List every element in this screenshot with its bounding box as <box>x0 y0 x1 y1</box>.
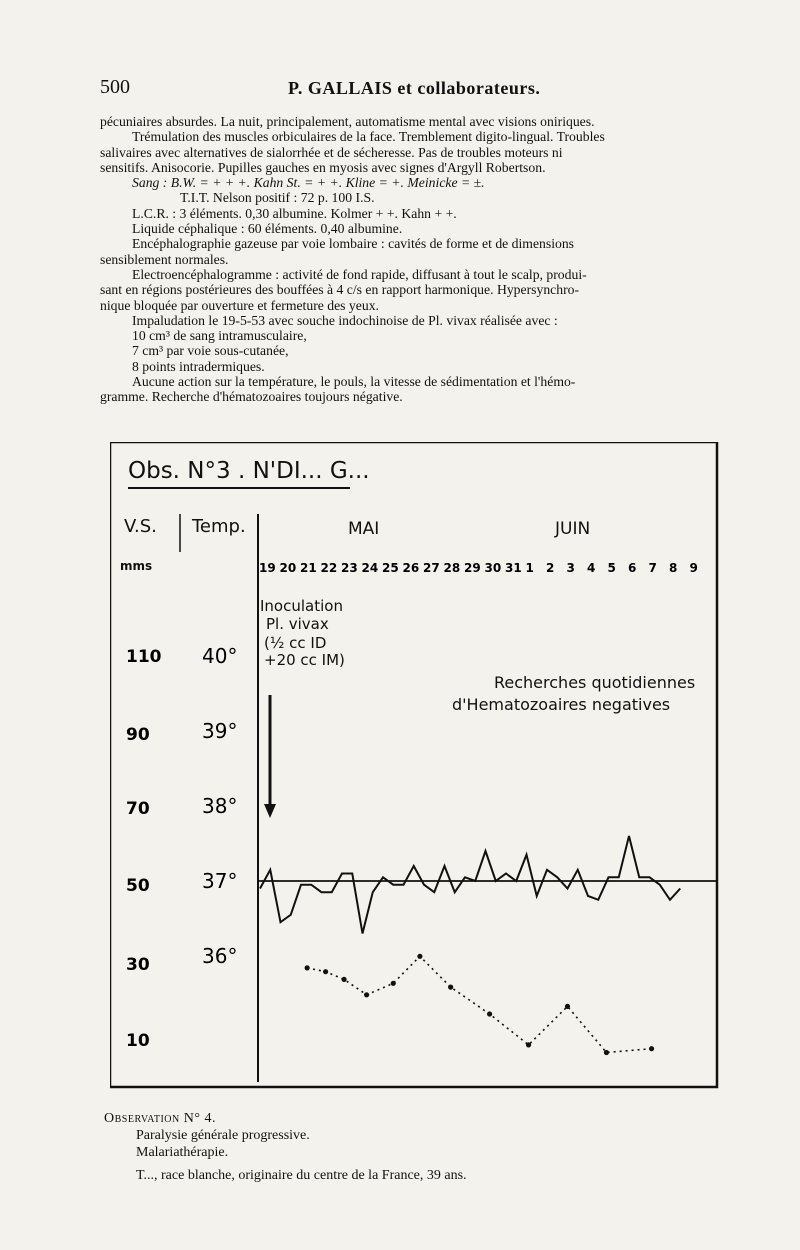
text-line: Electroencéphalogramme : activité de fond rapide, diffusant à tout le scalp, produi- <box>132 266 587 282</box>
vs-tick-label: 110 <box>126 647 162 667</box>
vs-point <box>649 1046 654 1051</box>
page-header <box>100 76 720 104</box>
vs-point <box>341 977 346 982</box>
inoculation-arrowhead <box>264 804 276 818</box>
day-labels <box>259 561 698 575</box>
inoculation-line: Pl. vivax <box>266 615 329 633</box>
vs-point <box>604 1050 609 1055</box>
text-line: sensiblement normales. <box>100 251 229 267</box>
vs-point <box>305 965 310 970</box>
day-tick-label: 2 <box>546 561 555 575</box>
vs-tick-label: 90 <box>126 725 150 745</box>
text-line: sant en régions postérieures des bouffées à 4 c/s en rapport harmonique. Hypersynchro- <box>100 282 580 298</box>
day-tick-label: 8 <box>669 561 678 575</box>
text-line: Sang : B.W. = + + +. Kahn St. = + +. Kline = +. Meinicke = ±. <box>132 175 485 191</box>
day-tick-label: 28 <box>443 561 461 575</box>
day-tick-label: 3 <box>566 561 575 575</box>
day-tick-label: 25 <box>382 561 399 575</box>
temp-tick-label: 39° <box>202 719 238 743</box>
day-tick-label: 26 <box>402 561 420 575</box>
vs-tick-label: 70 <box>126 799 150 819</box>
day-tick-label: 20 <box>279 561 297 575</box>
chart-frame <box>110 442 717 1087</box>
text-line: salivaires avec alternatives de sialorrhée et de sécheresse. Pas de troubles moteurs ni <box>100 144 563 160</box>
axis-ticks <box>126 644 237 1051</box>
observation-4 <box>104 1110 724 1184</box>
temp-tick-label: 36° <box>202 944 238 968</box>
observation-4-line: T..., race blanche, originaire du centre de la France, 39 ans. <box>136 1168 467 1183</box>
text-line: T.I.T. Nelson positif : 72 p. 100 I.S. <box>180 190 375 206</box>
day-tick-label: 21 <box>300 561 317 575</box>
vs-unit: mms <box>120 559 153 573</box>
observation-title: Obs. N°3 . N'DI... G... <box>128 458 370 484</box>
vs-curve <box>307 956 651 1052</box>
text-line: sensitifs. Anisocorie. Pupilles gauches en myosis avec signes d'Argyll Robertson. <box>100 159 546 175</box>
text-line: nique bloquée par ouverture et fermeture des yeux. <box>100 297 379 313</box>
vs-point <box>323 969 328 974</box>
month-juin: JUIN <box>555 519 591 539</box>
month-mai: MAI <box>348 519 380 539</box>
inoculation-line: (½ cc ID <box>264 634 327 652</box>
vs-points <box>305 954 655 1055</box>
text-line: Liquide céphalique : 60 éléments. 0,40 albumine. <box>132 221 403 237</box>
day-tick-label: 31 <box>505 561 522 575</box>
observation-4-title: Observation N° 4. <box>104 1111 216 1126</box>
text-line: Trémulation des muscles orbiculaires de la face. Tremblement digito-lingual. Troubles <box>132 129 605 145</box>
vs-point <box>448 985 453 990</box>
chart-figure <box>110 442 720 1092</box>
vs-tick-label: 50 <box>126 876 150 896</box>
day-tick-label: 19 <box>259 561 276 575</box>
text-line: Encéphalographie gazeuse par voie lombaire : cavités de forme et de dimensions <box>132 236 575 252</box>
research-line: d'Hematozoaires negatives <box>452 695 671 714</box>
inoculation-line: Inoculation <box>260 597 343 615</box>
day-tick-label: 9 <box>689 561 698 575</box>
vs-tick-label: 10 <box>126 1031 150 1051</box>
text-line: Aucune action sur la température, le pouls, la vitesse de sédimentation et l'hémo- <box>132 374 576 390</box>
vs-point <box>526 1042 531 1047</box>
text-line: 7 cm³ par voie sous-cutanée, <box>132 343 289 359</box>
text-line: gramme. Recherche d'hématozoaires toujours négative. <box>100 389 403 405</box>
running-title: P. GALLAIS et collaborateurs. <box>288 78 541 98</box>
day-tick-label: 7 <box>648 561 657 575</box>
vs-header: V.S. <box>124 516 157 537</box>
temp-header: Temp. <box>192 516 246 537</box>
temp-tick-label: 37° <box>202 869 238 893</box>
day-tick-label: 24 <box>361 561 379 575</box>
day-tick-label: 22 <box>320 561 338 575</box>
vs-point <box>391 981 396 986</box>
page-number: 500 <box>100 76 130 98</box>
day-tick-label: 23 <box>341 561 358 575</box>
day-tick-label: 1 <box>525 561 534 575</box>
day-tick-label: 29 <box>464 561 481 575</box>
vs-point <box>364 992 369 997</box>
temperature-curve <box>260 836 680 934</box>
observation-4-line: Paralysie générale progressive. <box>136 1128 310 1143</box>
research-note <box>452 673 700 714</box>
body-text <box>100 114 746 405</box>
day-tick-label: 6 <box>628 561 637 575</box>
vs-point <box>417 954 422 959</box>
day-tick-label: 4 <box>587 561 596 575</box>
text-line: 10 cm³ de sang intramusculaire, <box>132 328 307 344</box>
inoculation-note <box>260 597 348 669</box>
temp-tick-label: 38° <box>202 794 238 818</box>
text-line: Impaludation le 19-5-53 avec souche indochinoise de Pl. vivax réalisée avec : <box>132 312 558 328</box>
text-line: 8 points intradermiques. <box>132 358 265 374</box>
temp-tick-label: 40° <box>202 644 238 668</box>
observation-4-line: Malariathérapie. <box>136 1145 229 1160</box>
text-line: L.C.R. : 3 éléments. 0,30 albumine. Kolmer + +. Kahn + +. <box>132 205 457 221</box>
day-tick-label: 27 <box>423 561 440 575</box>
day-tick-label: 30 <box>484 561 502 575</box>
inoculation-line: +20 cc IM) <box>264 651 345 669</box>
research-line: Recherches quotidiennes <box>494 673 696 692</box>
vs-tick-label: 30 <box>126 955 150 975</box>
text-line: pécuniaires absurdes. La nuit, principalement, automatisme mental avec visions oniriques. <box>100 114 595 129</box>
vs-point <box>487 1011 492 1016</box>
day-tick-label: 5 <box>607 561 616 575</box>
vs-point <box>565 1004 570 1009</box>
